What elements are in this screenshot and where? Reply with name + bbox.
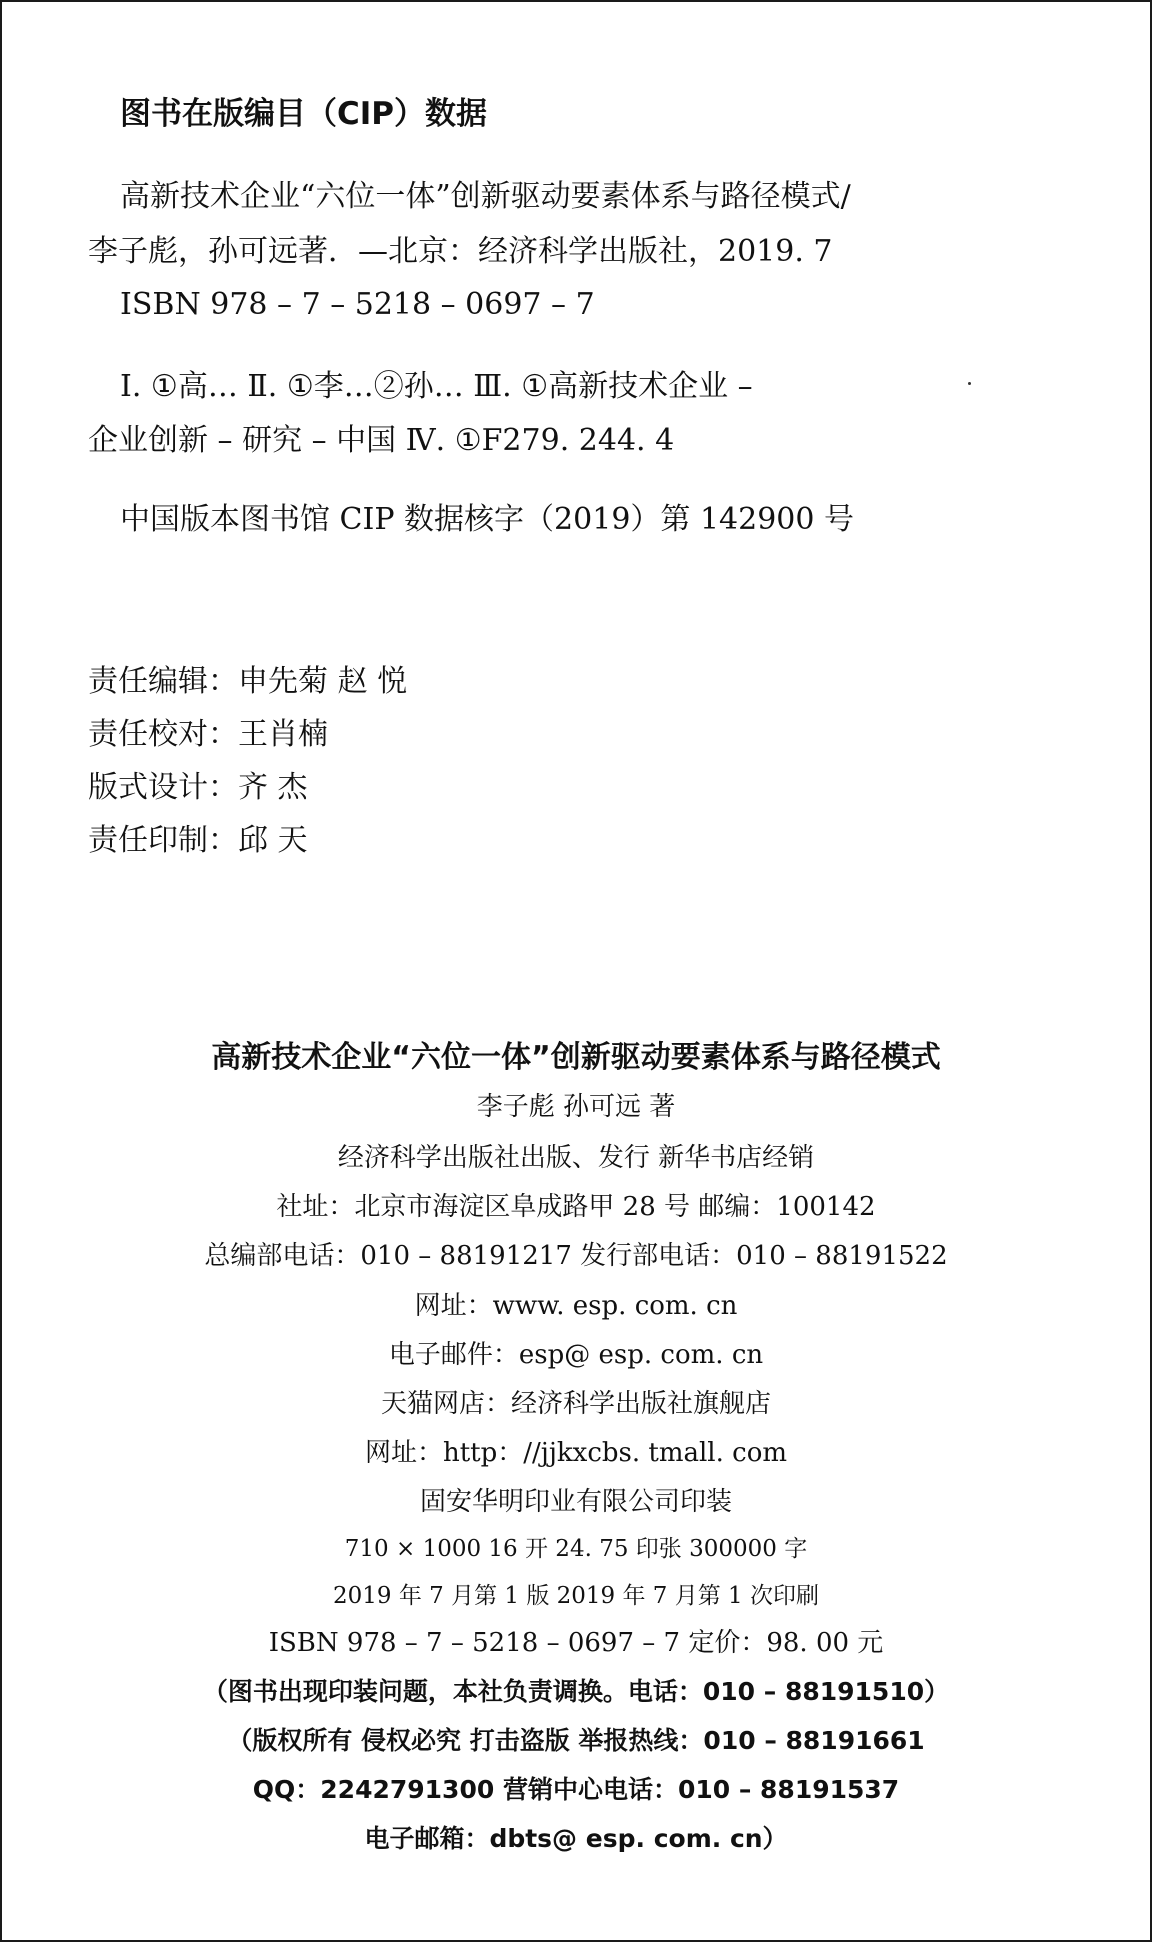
- colophon-isbn-price: ISBN 978 – 7 – 5218 – 0697 – 7 定价：98. 00 元: [268, 1628, 884, 1658]
- cip-title-line-2: 李子彪，孙可远著．—北京：经济科学出版社，2019. 7: [88, 234, 833, 269]
- colophon-edition: 2019 年 7 月第 1 版 2019 年 7 月第 1 次印刷: [332, 1583, 820, 1609]
- colophon-format: 710 × 1000 16 开 24. 75 印张 300000 字: [344, 1536, 808, 1562]
- staff-name: 齐 杰: [238, 770, 308, 805]
- cip-subject-line-2: 企业创新 – 研究 – 中国 Ⅳ. ①F279. 244. 4: [88, 423, 675, 458]
- staff-role: 责任编辑：: [88, 664, 238, 699]
- staff-role: 责任校对：: [88, 717, 238, 752]
- staff-name: 申先菊 赵 悦: [238, 664, 408, 699]
- colophon-email: 电子邮件：esp@ esp. com. cn: [388, 1340, 764, 1370]
- cip-isbn: ISBN 978 – 7 – 5218 – 0697 – 7: [120, 287, 595, 322]
- cip-data-number: 中国版本图书馆 CIP 数据核字（2019）第 142900 号: [120, 502, 855, 537]
- staff-role: 版式设计：: [88, 770, 238, 805]
- cip-heading: 图书在版编目（CIP）数据: [120, 96, 488, 132]
- staff-role: 责任印制：: [88, 823, 238, 858]
- notice-qq-marketing: QQ：2242791300 营销中心电话：010 – 88191537: [252, 1775, 900, 1804]
- notice-copyright: （版权所有 侵权必究 打击盗版 举报热线：010 – 88191661: [227, 1726, 925, 1755]
- colophon-tmall-url: 网址：http：//jjkxcbs. tmall. com: [364, 1438, 788, 1468]
- colophon-printer: 固安华明印业有限公司印装: [419, 1487, 732, 1517]
- staff-layout-designer: [88, 770, 308, 805]
- notice-print-issues: （图书出现印装问题，本社负责调换。电话：010 – 88191510）: [202, 1677, 950, 1706]
- colophon-book-title: 高新技术企业“六位一体”创新驱动要素体系与路径模式: [211, 1040, 941, 1075]
- colophon-tmall-store: 天猫网店：经济科学出版社旗舰店: [380, 1389, 771, 1419]
- colophon-address: 社址：北京市海淀区阜成路甲 28 号 邮编：100142: [276, 1192, 876, 1222]
- staff-name: 王肖楠: [238, 717, 328, 752]
- colophon-publisher: 经济科学出版社出版、发行 新华书店经销: [337, 1143, 815, 1173]
- notice-email: 电子邮箱：dbts@ esp. com. cn）: [364, 1824, 788, 1853]
- staff-proofreader: [88, 717, 328, 752]
- colophon-website: 网址：www. esp. com. cn: [414, 1291, 738, 1321]
- colophon-authors: 李子彪 孙可远 著: [476, 1092, 676, 1122]
- staff-editor: [88, 664, 408, 699]
- stray-dot: [968, 382, 971, 385]
- staff-print-manager: [88, 823, 308, 858]
- staff-name: 邱 天: [238, 823, 308, 858]
- cip-title-line-1: 高新技术企业“六位一体”创新驱动要素体系与路径模式/: [120, 179, 851, 214]
- cip-subject-line-1: Ⅰ. ①高… Ⅱ. ①李…②孙… Ⅲ. ①高新技术企业 –: [120, 369, 753, 404]
- colophon-phones: 总编部电话：010 – 88191217 发行部电话：010 – 88191522: [204, 1241, 948, 1271]
